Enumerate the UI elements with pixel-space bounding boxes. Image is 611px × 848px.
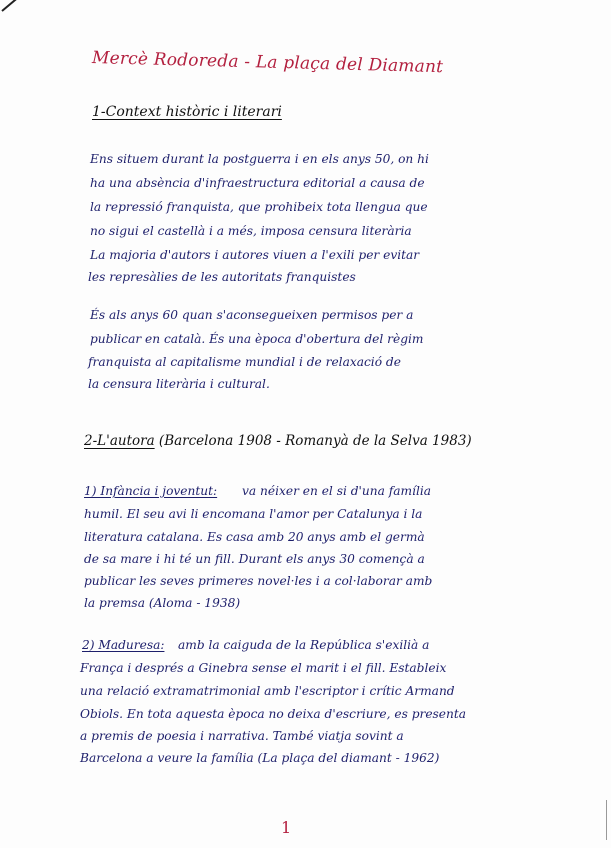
section-heading-author bbox=[84, 433, 472, 449]
page-edge-line bbox=[606, 800, 607, 840]
subsection-label-maduresa: 2) Maduresa: bbox=[82, 638, 165, 652]
handwritten-notes-page: Mercè Rodoreda - La plaça del Diamant 1-Context històric i literari Ens situem durant la postguerra i en els anys 50, on hi ha una absència d'infraestructura editorial a causa de la repressió franquista, que prohibeix tota llengua que no sigui el castellà i a més, imposa censura literària La majoria d'autors i autores viuen a l'exili per evitar les represàlies de les autoritats franquistes És als anys 60 quan s'aconsegueixen permisos per a publicar en català. És una època d'obertura del règim franquista al capitalisme mundial i de relaxació de la censura literària i cultural. 2-L'autora (Barcelona 1908 - Romanyà de la Selva 1983) 1) Infància i joventut: va néixer en el si d'una família humil. El seu avi li encomana l'amor per Catalunya i la literatura catalana. Es casa amb 20 anys amb el germà de sa mare i hi té un fill. Durant els anys 30 començà a publicar les seves primeres novel·les i a col·laborar amb la premsa (Aloma - 1938) 2) Maduresa: amb la caiguda de la República s'exilià a França i després a Ginebra sense el marit i el fill. Estableix una relació extramatrimonial amb l'escriptor i crític Armand Obiols. En tota aquesta època no deixa d'escriure, es presenta a premis de poesia i narrativa. També viatja sovint a Barcelona a veure la família (La plaça del diamant - 1962) 1 bbox=[0, 0, 611, 848]
page-title: Mercè Rodoreda - La plaça del Diamant bbox=[91, 48, 444, 78]
section-heading-author-dates: (Barcelona 1908 - Romanyà de la Selva 1983) bbox=[158, 433, 472, 449]
section-heading-author-label: 2-L'autora bbox=[84, 433, 155, 449]
section-heading-context: 1-Context històric i literari bbox=[92, 104, 282, 120]
pen-stroke-mark bbox=[1, 0, 19, 12]
subsection-label-infancia: 1) Infància i joventut: bbox=[84, 484, 218, 498]
page-number: 1 bbox=[281, 818, 292, 837]
